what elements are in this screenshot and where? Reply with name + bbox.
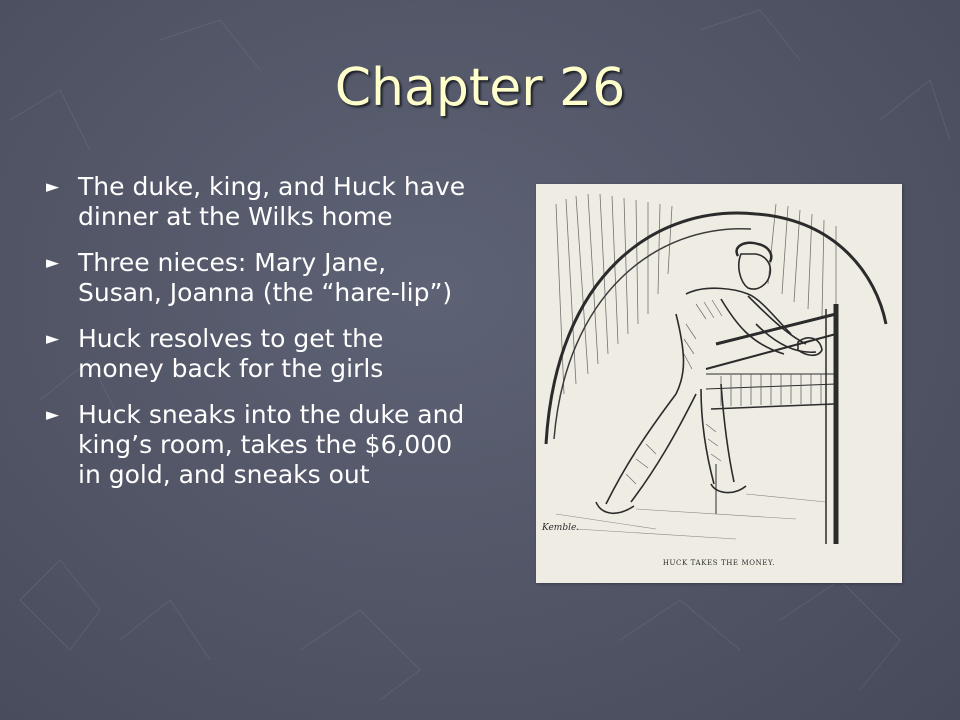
- triangle-right-icon: ►: [46, 405, 60, 425]
- bullet-item: [46, 324, 476, 384]
- triangle-right-icon: ►: [46, 253, 60, 273]
- bullet-item: [46, 172, 476, 232]
- bullet-text: Huck resolves to get the money back for the girls: [78, 324, 384, 383]
- illustration-caption: HUCK TAKES THE MONEY.: [662, 559, 776, 567]
- bullet-text: Three nieces: Mary Jane, Susan, Joanna (the “hare-lip”): [78, 248, 453, 307]
- huck-illustration: [536, 184, 902, 583]
- triangle-right-icon: ►: [46, 177, 60, 197]
- slide-title: Chapter 26: [334, 58, 626, 118]
- engraving-drawing: [536, 184, 902, 583]
- illustration-signature: Kemble.: [542, 523, 580, 533]
- bullet-text: Huck sneaks into the duke and king’s room, takes the $6,000 in gold, and sneaks out: [78, 400, 465, 489]
- triangle-right-icon: ►: [46, 329, 60, 349]
- bullet-item: [46, 400, 476, 490]
- bullet-item: [46, 248, 476, 308]
- bullet-list: [46, 172, 476, 506]
- bullet-text: The duke, king, and Huck have dinner at the Wilks home: [78, 172, 466, 231]
